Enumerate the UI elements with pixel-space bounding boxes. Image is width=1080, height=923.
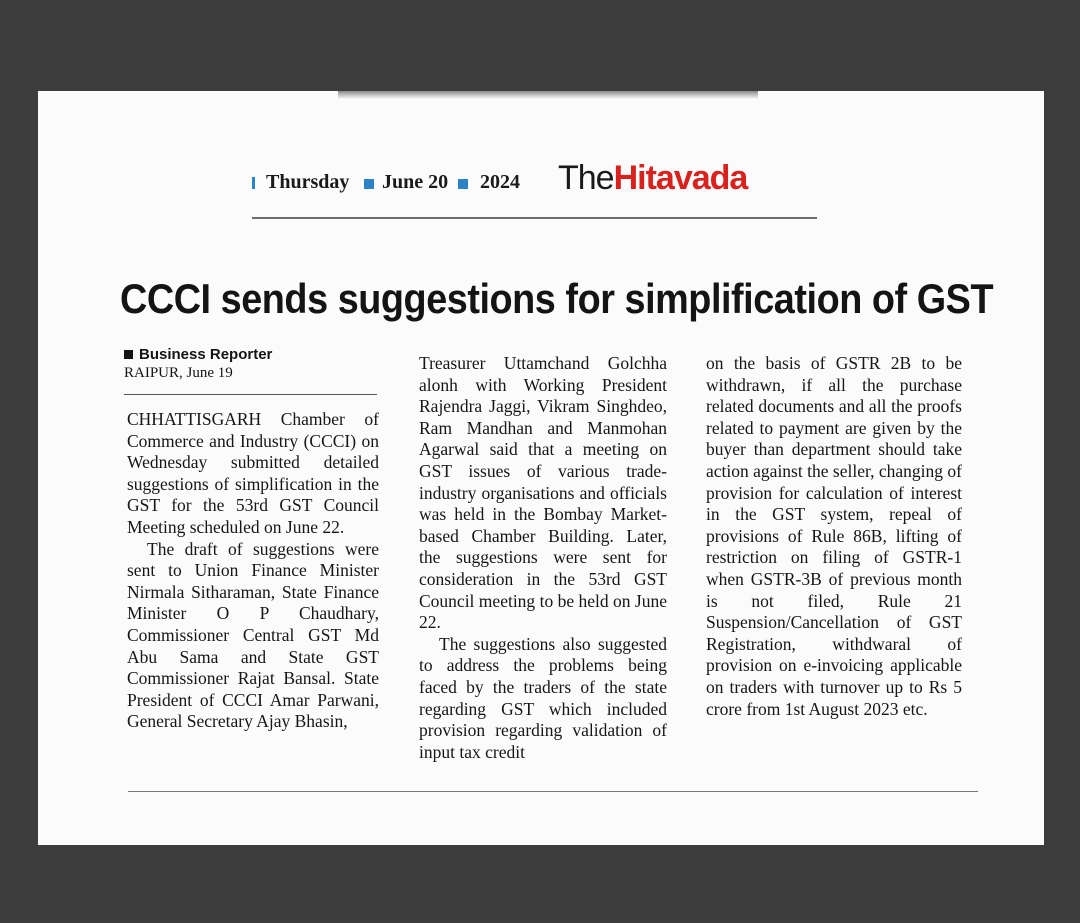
paragraph: The draft of suggestions were sent to Union Finance Minister Nirmala Sitharaman, State Finance Minister O P Chaudhary, Commissioner Central GST Md Abu Sama and State GST Commissioner Rajat Bansal. State President of CCCI Amar Parwani, General Secretary Ajay Bhasin,: [127, 538, 379, 732]
dateline: RAIPUR, June 19: [124, 365, 233, 381]
paragraph: Treasurer Uttamchand Golchha alonh with Working President Rajendra Jaggi, Vikram Singhdeo, Ram Mandhan and Manmohan Agarwal said that a meeting on GST issues of various trade-industry organisations and officials was held in the Bombay Market-based Chamber Building. Later, the suggestions were sent for consideration in the 53rd GST Council meeting to be held on June 22.: [419, 353, 667, 633]
newspaper-clipping: [38, 91, 1044, 845]
square-bullet-icon: [124, 350, 133, 359]
masthead: [252, 155, 817, 219]
reporter-label: Business Reporter: [139, 346, 273, 363]
masthead-bullet-left: [252, 177, 255, 189]
masthead-bullet: [458, 179, 468, 189]
paragraph: The suggestions also suggested to address the problems being faced by the traders of the state regarding GST which included provision regarding validation of input tax credit: [419, 633, 667, 762]
masthead-date: June 20: [382, 171, 449, 193]
logo-accent: Hitavada: [613, 159, 748, 197]
article-column-1: [127, 409, 379, 733]
paragraph: CHHATTISGARH Chamber of Commerce and Industry (CCCI) on Wednesday submitted detailed suggestions of simplification in the GST for the 53rd GST Council Meeting scheduled on June 22.: [127, 409, 379, 537]
newspaper-logo: [558, 159, 747, 198]
byline: [124, 346, 379, 382]
masthead-year: 2024: [480, 171, 520, 193]
page-shadow: [338, 91, 758, 99]
divider: [128, 791, 978, 792]
headline: CCCI sends suggestions for simplification of GST: [120, 275, 994, 322]
article-column-3: [706, 353, 962, 720]
masthead-bullet: [364, 179, 374, 189]
divider: [124, 394, 377, 395]
reporter: [124, 346, 379, 363]
masthead-day: Thursday: [266, 171, 350, 193]
logo-prefix: The: [558, 159, 614, 197]
article-column-2: [419, 353, 667, 763]
paragraph: on the basis of GSTR 2B to be withdrawn, if all the purchase related documents and all the proofs related to payment are given by the buyer than department should take action against the seller, changing of provision for calculation of interest in the GST system, repeal of provisions of Rule 86B, lifting of restriction on filing of GSTR-1 when GSTR-3B of previous month is not filed, Rule 21 Suspension/Cancellation of GST Registration, withdwaral of provision on e-invoicing applicable on traders with turnover up to Rs 5 crore from 1st August 2023 etc.: [706, 353, 962, 719]
